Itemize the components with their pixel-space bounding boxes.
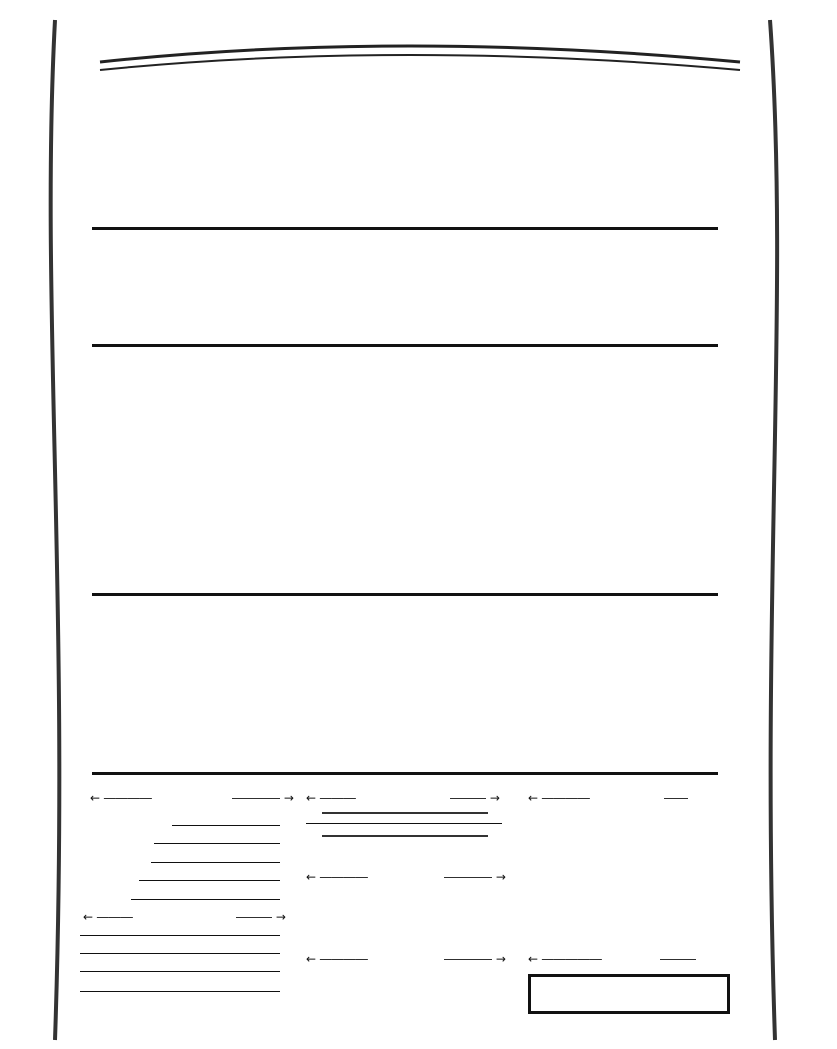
plusminus-line-4[interactable] bbox=[80, 991, 280, 992]
other-right-arrow-icon: ―――― → bbox=[232, 791, 294, 805]
other-health-line[interactable] bbox=[154, 843, 280, 844]
plusminus-left-arrow-icon: ← ――― bbox=[83, 910, 133, 924]
health-left-arrow-icon: ← ―――― bbox=[528, 791, 590, 805]
attributes-divider bbox=[92, 227, 718, 230]
bottom-divider bbox=[92, 772, 718, 775]
other-left-arrow-icon: ← ―――― bbox=[90, 791, 152, 805]
willpower-right-arrow-icon: ―――― → bbox=[444, 870, 506, 884]
inclination-separator bbox=[306, 823, 502, 824]
xp-right-arrow-icon: ――― bbox=[660, 952, 696, 966]
speed-line[interactable] bbox=[151, 862, 280, 863]
plusminus-right-arrow-icon: ――― → bbox=[236, 910, 286, 924]
abilities-divider bbox=[92, 344, 718, 347]
plusminus-line-1[interactable] bbox=[80, 935, 280, 936]
plusminus-line-3[interactable] bbox=[80, 971, 280, 972]
defense-line[interactable] bbox=[139, 880, 280, 881]
advantages-divider bbox=[92, 593, 718, 596]
inclination-left-arrow-icon: ← ――― bbox=[306, 791, 356, 805]
xp-left-arrow-icon: ← ――――― bbox=[528, 952, 602, 966]
willpower-left-arrow-icon: ← ―――― bbox=[306, 870, 368, 884]
plusminus-line-2[interactable] bbox=[80, 953, 280, 954]
energy-left-arrow-icon: ← ―――― bbox=[306, 952, 368, 966]
experience-box[interactable] bbox=[528, 974, 730, 1014]
inclination-right-arrow-icon: ――― → bbox=[450, 791, 500, 805]
languages-line[interactable] bbox=[131, 899, 280, 900]
health-right-arrow-icon: ―― bbox=[664, 791, 688, 805]
energy-right-arrow-icon: ―――― → bbox=[444, 952, 506, 966]
inclination-top-bar[interactable] bbox=[322, 812, 488, 814]
initiative-line[interactable] bbox=[172, 825, 280, 826]
inclination-bottom-bar[interactable] bbox=[322, 835, 488, 837]
